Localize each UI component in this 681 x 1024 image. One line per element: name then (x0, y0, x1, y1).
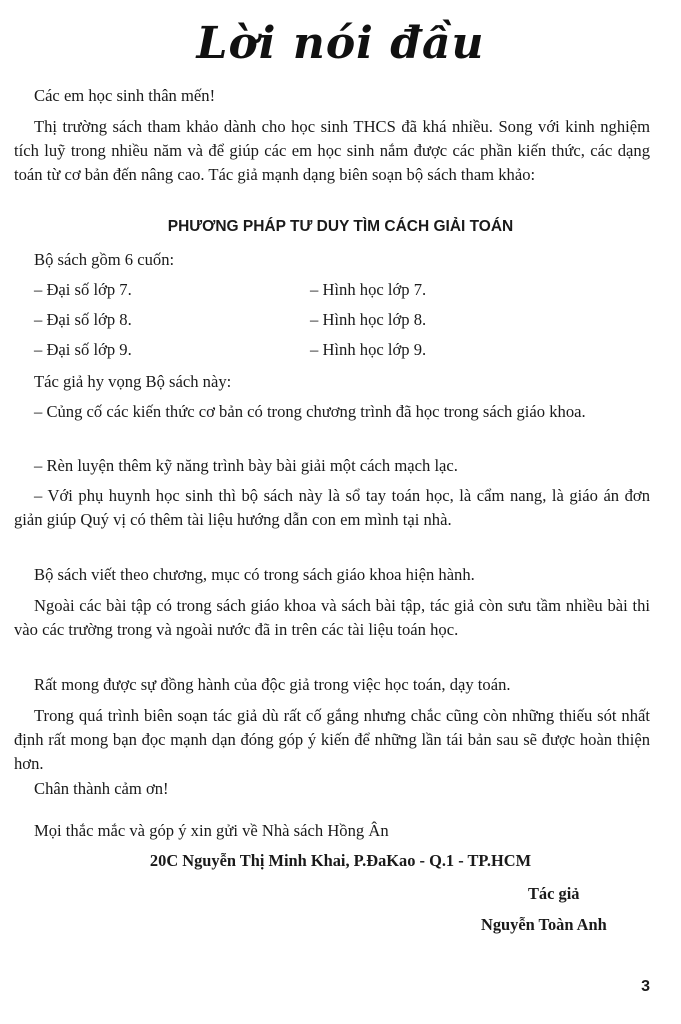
wish-paragraph: Rất mong được sự đồng hành của độc giả trong việc học toán, dạy toán. (34, 675, 511, 694)
set-intro: Bộ sách gồm 6 cuốn: (34, 250, 175, 269)
series-title: PHƯƠNG PHÁP TƯ DUY TÌM CÁCH GIẢI TOÁN (167, 218, 514, 235)
book-item: – Đại số lớp 8. (34, 310, 132, 329)
author-label: Tác giả (528, 884, 580, 903)
greeting: Các em học sinh thân mến! (34, 86, 216, 105)
structure-paragraph: Bộ sách viết theo chương, mục có trong sách giáo khoa hiện hành. (34, 565, 475, 584)
author-name: Nguyễn Toàn Anh (481, 915, 607, 934)
hope-intro: Tác giả hy vọng Bộ sách này: (34, 372, 232, 391)
book-item: – Đại số lớp 9. (34, 340, 132, 359)
thanks-line: Chân thành cảm ơn! (34, 779, 169, 798)
apology-paragraph: Trong quá trình biên soạn tác giả dù rất cố gắng nhưng chắc cũng còn những thiếu sót nhất định rất mong bạn đọc mạnh dạn đóng góp ý kiến để những lần tái bản sau sẽ được hoàn thiện hơn. (14, 706, 650, 773)
contact-line: Mọi thắc mắc và góp ý xin gửi về Nhà sách Hồng Ân (34, 821, 389, 840)
sources-paragraph: Ngoài các bài tập có trong sách giáo khoa và sách bài tập, tác giả còn sưu tầm nhiều bài thi vào các trường trong và ngoài nước đã in trên các tài liệu toán học. (14, 596, 650, 639)
hope-item-3: – Với phụ huynh học sinh thì bộ sách này là sổ tay toán học, là cẩm nang, là giáo án đơn giản giúp Quý vị có thêm tài liệu hướng dẫn con em mình tại nhà. (14, 486, 650, 529)
hope-item-2: – Rèn luyện thêm kỹ năng trình bày bài giải một cách mạch lạc. (34, 456, 458, 475)
book-item: – Đại số lớp 7. (34, 280, 132, 299)
book-item: – Hình học lớp 7. (310, 280, 427, 299)
address-line: 20C Nguyễn Thị Minh Khai, P.ĐaKao - Q.1 - TP.HCM (149, 851, 532, 870)
book-item: – Hình học lớp 8. (310, 310, 427, 329)
book-item: – Hình học lớp 9. (310, 340, 427, 359)
book-list-right (310, 278, 426, 368)
hope-item-1: – Củng cố các kiến thức cơ bản có trong chương trình đã học trong sách giáo khoa. (34, 402, 586, 421)
page-number: 3 (641, 978, 650, 995)
intro-paragraph: Thị trường sách tham khảo dành cho học sinh THCS đã khá nhiều. Song với kinh nghiệm tích luỹ trong nhiều năm và để giúp các em học sinh nắm được các phần kiến thức, các dạng toán từ cơ bản đến nâng cao. Tác giả mạnh dạng biên soạn bộ sách tham khảo: (14, 117, 650, 184)
page-title: Lời nói đầu (196, 18, 485, 69)
book-list-left (34, 278, 132, 368)
